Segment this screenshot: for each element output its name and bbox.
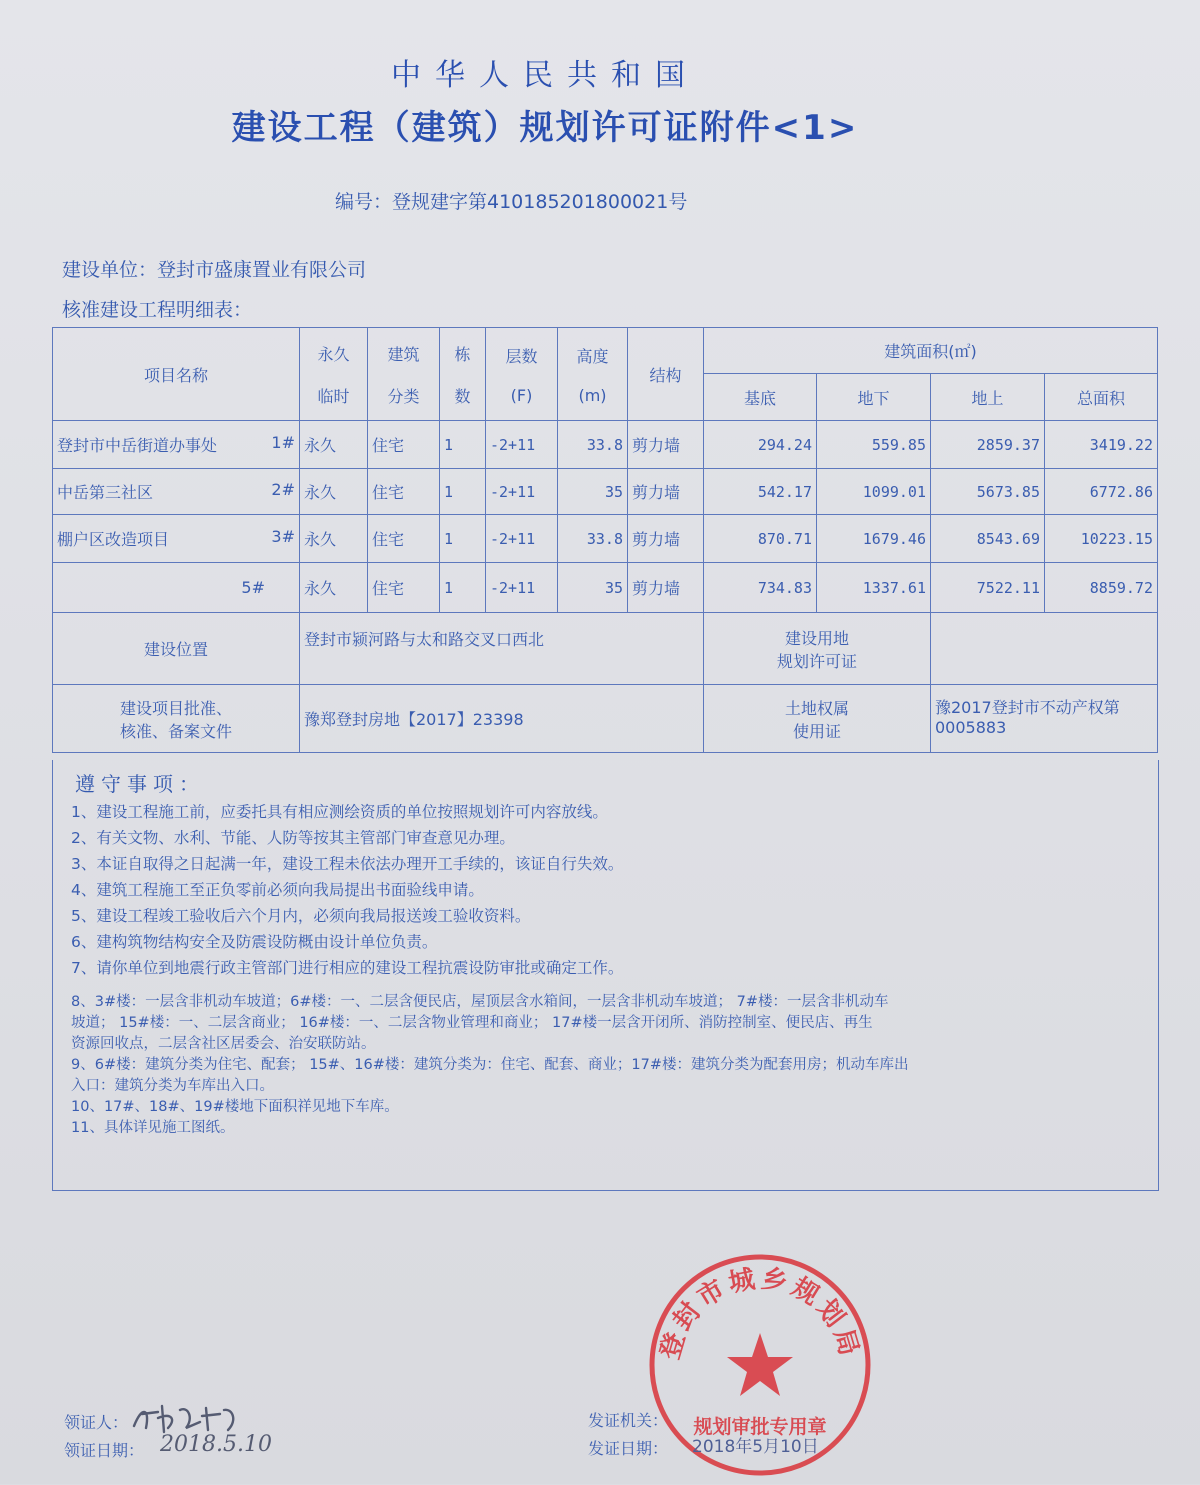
floors-cell: -2+11: [486, 469, 558, 515]
header-permanence: 永久 临时: [300, 328, 368, 421]
total-area-cell: 10223.15: [1045, 515, 1158, 563]
type-cell: 住宅: [368, 515, 440, 563]
receiver-label: 领证人：: [64, 1413, 129, 1432]
project-detail-table: [52, 327, 1158, 753]
header-floor-area: 建筑面积(㎡): [704, 328, 1158, 374]
note-extra-line: 入口：建筑分类为车库出入口。: [71, 1078, 274, 1094]
height-cell: 35: [558, 469, 628, 515]
note-extra-line: 10、17#、18#、19#楼地下面积祥见地下车库。: [71, 1099, 399, 1115]
count-cell: 1: [440, 469, 486, 515]
svg-text:登封市城乡规划局: 登封市城乡规划局: [655, 1263, 865, 1363]
type-cell: 住宅: [368, 421, 440, 469]
table-row: [53, 421, 1158, 469]
type-cell: 住宅: [368, 563, 440, 613]
permanence-cell: 永久: [300, 515, 368, 563]
permanence-cell: 永久: [300, 421, 368, 469]
approval-docs-label: 建设项目批准、 核准、备案文件: [53, 685, 300, 753]
header-height: 高度 (m): [558, 328, 628, 421]
receive-date-label: 领证日期：: [64, 1441, 145, 1460]
project-name-cell: 中岳第三社区 2#: [53, 469, 300, 515]
aboveground-area-cell: 8543.69: [931, 515, 1045, 563]
height-cell: 35: [558, 563, 628, 613]
issue-date-label: 发证日期：: [588, 1439, 669, 1458]
header-building-type: 建筑 分类: [368, 328, 440, 421]
height-cell: 33.8: [558, 421, 628, 469]
header-aboveground-area: 地上: [931, 374, 1045, 421]
structure-cell: 剪力墙: [628, 515, 704, 563]
aboveground-area-cell: 7522.11: [931, 563, 1045, 613]
structure-cell: 剪力墙: [628, 563, 704, 613]
structure-cell: 剪力墙: [628, 421, 704, 469]
header-total-area: 总面积: [1045, 374, 1158, 421]
land-permit-value: [931, 613, 1158, 685]
floors-cell: -2+11: [486, 563, 558, 613]
permanence-cell: 永久: [300, 469, 368, 515]
base-area-cell: 734.83: [704, 563, 817, 613]
underground-area-cell: 559.85: [817, 421, 931, 469]
notes-heading: 遵守事项：: [75, 772, 205, 796]
document-title: 建设工程（建筑）规划许可证附件<1>: [231, 108, 859, 148]
header-underground-area: 地下: [817, 374, 931, 421]
underground-area-cell: 1337.61: [817, 563, 931, 613]
permit-number: 编号：登规建字第410185201800021号: [335, 191, 688, 213]
note-item: 1、建设工程施工前，应委托具有相应测绘资质的单位按照规划许可内容放线。: [71, 803, 608, 821]
total-area-cell: 8859.72: [1045, 563, 1158, 613]
note-item: 6、建构筑物结构安全及防震设防概由设计单位负责。: [71, 933, 438, 951]
builder-unit: 建设单位：登封市盛康置业有限公司: [62, 259, 367, 281]
header-building-count: 栋 数: [440, 328, 486, 421]
header-floors: 层数 (F): [486, 328, 558, 421]
project-name-cell: 5#: [53, 563, 300, 613]
note-item: 4、建筑工程施工至正负零前必须向我局提出书面验线申请。: [71, 881, 484, 899]
underground-area-cell: 1099.01: [817, 469, 931, 515]
table-row: [53, 469, 1158, 515]
note-extra-line: 坡道； 15#楼：一、二层含商业； 16#楼：一、二层含物业管理和商业； 17#楼一层含开闭所、消防控制室、便民店、再生: [71, 1015, 873, 1031]
note-extra-line: 9、6#楼：建筑分类为住宅、配套； 15#、16#楼：建筑分类为：住宅、配套、商业；17#楼：建筑分类为配套用房；机动车库出: [71, 1057, 909, 1073]
permanence-cell: 永久: [300, 563, 368, 613]
count-cell: 1: [440, 515, 486, 563]
aboveground-area-cell: 2859.37: [931, 421, 1045, 469]
notes-box: [52, 760, 1159, 1191]
header-project-name: 项目名称: [53, 328, 300, 421]
height-cell: 33.8: [558, 515, 628, 563]
header-structure: 结构: [628, 328, 704, 421]
total-area-cell: 3419.22: [1045, 421, 1158, 469]
floors-cell: -2+11: [486, 515, 558, 563]
location-value: 登封市颍河路与太和路交叉口西北: [300, 613, 704, 685]
note-extra-line: 资源回收点，二层含社区居委会、治安联防站。: [71, 1036, 376, 1052]
type-cell: 住宅: [368, 469, 440, 515]
count-cell: 1: [440, 421, 486, 469]
note-item: 7、请你单位到地震行政主管部门进行相应的建设工程抗震设防审批或确定工作。: [71, 959, 624, 977]
floors-cell: -2+11: [486, 421, 558, 469]
table-row: [53, 563, 1158, 613]
project-name-cell: 登封市中岳街道办事处 1#: [53, 421, 300, 469]
note-extra-line: 11、具体详见施工图纸。: [71, 1120, 235, 1136]
header-base-area: 基底: [704, 374, 817, 421]
aboveground-area-cell: 5673.85: [931, 469, 1045, 515]
count-cell: 1: [440, 563, 486, 613]
note-item: 3、本证自取得之日起满一年，建设工程未依法办理开工手续的，该证自行失效。: [71, 855, 624, 873]
underground-area-cell: 1679.46: [817, 515, 931, 563]
land-ownership-value: 豫2017登封市不动产权第 0005883: [931, 685, 1158, 753]
table-row: [53, 515, 1158, 563]
issuer-label: 发证机关：: [588, 1411, 669, 1430]
land-ownership-label: 土地权属 使用证: [704, 685, 931, 753]
land-permit-label: 建设用地 规划许可证: [704, 613, 931, 685]
base-area-cell: 870.71: [704, 515, 817, 563]
project-name-cell: 棚户区改造项目 3#: [53, 515, 300, 563]
structure-cell: 剪力墙: [628, 469, 704, 515]
issue-date: 2018年5月10日: [692, 1437, 819, 1457]
total-area-cell: 6772.86: [1045, 469, 1158, 515]
svg-text:规划审批专用章: 规划审批专用章: [693, 1416, 827, 1438]
note-item: 2、有关文物、水利、节能、人防等按其主管部门审查意见办理。: [71, 829, 515, 847]
country-heading: 中华人民共和国: [391, 58, 699, 93]
receive-date-handwritten: 2018.5.10: [160, 1432, 272, 1457]
detail-table-label: 核准建设工程明细表：: [62, 299, 253, 321]
note-item: 5、建设工程竣工验收后六个月内，必须向我局报送竣工验收资料。: [71, 907, 531, 925]
base-area-cell: 542.17: [704, 469, 817, 515]
note-extra-line: 8、3#楼：一层含非机动车坡道；6#楼：一、二层含便民店，屋顶层含水箱间，一层含非机动车坡道； 7#楼：一层含非机动车: [71, 994, 889, 1010]
base-area-cell: 294.24: [704, 421, 817, 469]
location-label: 建设位置: [53, 613, 300, 685]
approval-docs-value: 豫郑登封房地【2017】23398: [300, 685, 704, 753]
